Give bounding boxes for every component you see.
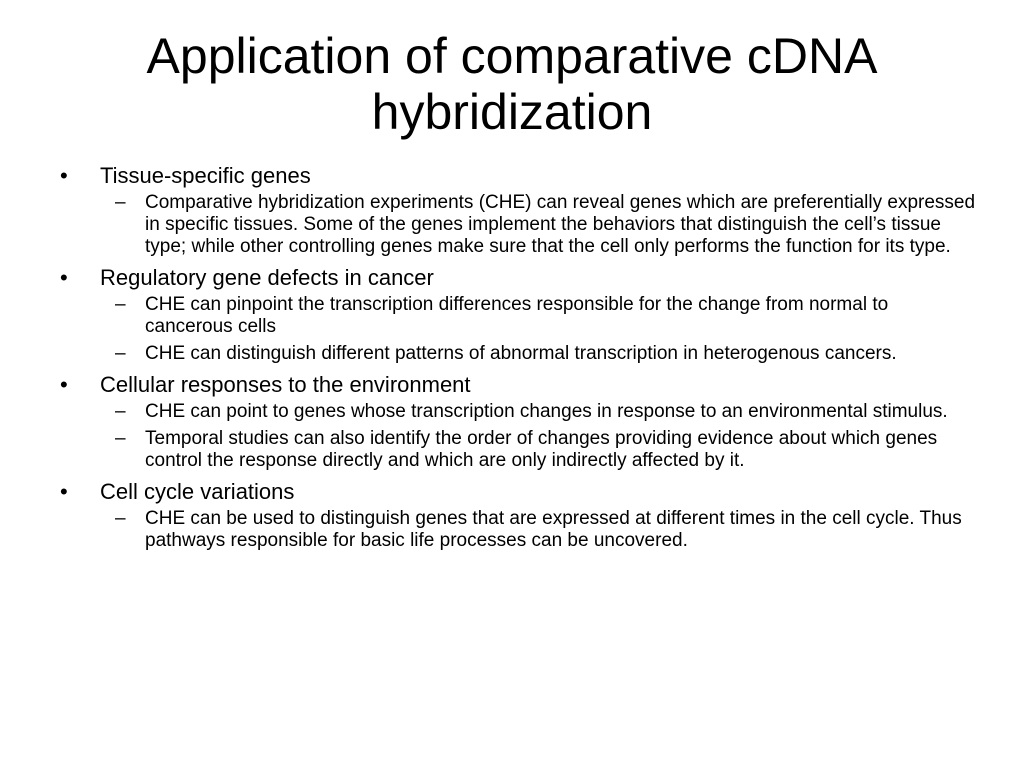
slide-title [60,28,964,140]
sub-bullet-item [100,401,976,423]
sub-bullet-text: CHE can distinguish different patterns of abnormal transcription in heterogenous cancers. [145,343,897,364]
sub-bullet-item [100,508,976,552]
bullet-text: Regulatory gene defects in cancer [100,265,434,290]
sub-bullet-list [100,192,976,258]
sub-bullet-list [100,508,976,552]
bullet-item [60,162,976,258]
sub-bullet-item [100,192,976,258]
bullet-item [60,371,976,472]
sub-bullet-list [100,401,976,472]
bullet-text: Tissue-specific genes [100,163,311,188]
dash-icon: – [115,192,126,213]
slide-title-line-1: Application of comparative cDNA [146,28,878,84]
bullet-dot-icon: • [60,479,68,504]
sub-bullet-item [100,343,976,365]
bullet-dot-icon: • [60,163,68,188]
sub-bullet-text: Comparative hybridization experiments (CHE) can reveal genes which are preferentially expressed in specific tissues. Some of the genes implement the behaviors that distinguish the cell’s tissue type; while other controlling genes make sure that the cell only performs the function for its type. [145,192,976,257]
bullet-item [60,264,976,365]
sub-bullet-text: CHE can pinpoint the transcription differences responsible for the change from normal to cancerous cells [145,294,889,337]
bullet-list [60,162,976,552]
sub-bullet-item [100,294,976,338]
sub-bullet-item [100,428,976,472]
bullet-dot-icon: • [60,265,68,290]
bullet-dot-icon: • [60,372,68,397]
sub-bullet-text: CHE can be used to distinguish genes that are expressed at different times in the cell cycle. Thus pathways responsible for basic life processes can be uncovered. [145,508,962,551]
bullet-text: Cellular responses to the environment [100,372,471,397]
dash-icon: – [115,294,126,315]
dash-icon: – [115,343,126,364]
bullet-item [60,478,976,552]
sub-bullet-text: CHE can point to genes whose transcription changes in response to an environmental stimulus. [145,401,948,422]
slide-title-line-2: hybridization [371,84,653,140]
dash-icon: – [115,428,126,449]
bullet-text: Cell cycle variations [100,479,295,504]
dash-icon: – [115,401,126,422]
dash-icon: – [115,508,126,529]
sub-bullet-text: Temporal studies can also identify the order of changes providing evidence about which genes control the response directly and which are only indirectly affected by it. [145,428,938,471]
sub-bullet-list [100,294,976,365]
